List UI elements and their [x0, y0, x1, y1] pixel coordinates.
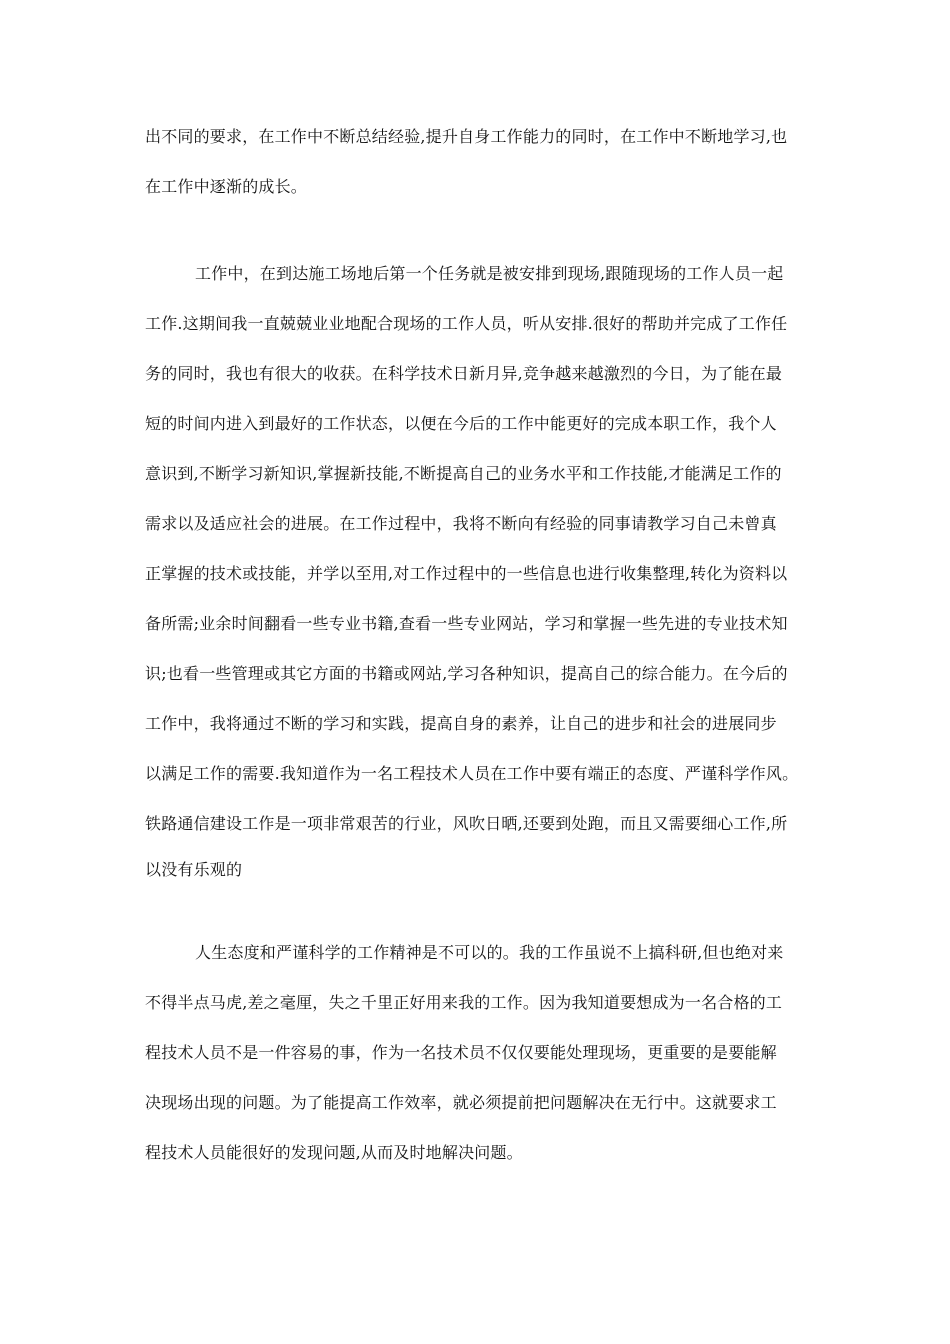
- text-line: 以满足工作的需要.我知道作为一名工程技术人员在工作中要有端正的态度、严谨科学作风。: [145, 764, 799, 783]
- text-line: 出不同的要求，在工作中不断总结经验,提升自身工作能力的同时，在工作中不断地学习,也: [145, 127, 788, 146]
- text-line: 程技术人员不是一件容易的事，作为一名技术员不仅仅要能处理现场，更重要的是要能解: [145, 1043, 777, 1062]
- text-line: 不得半点马虎,差之毫厘，失之千里正好用来我的工作。因为我知道要想成为一名合格的工: [145, 993, 783, 1012]
- text-line: 需求以及适应社会的进展。在工作过程中，我将不断向有经验的同事请教学习自己未曾真: [145, 514, 777, 533]
- text-line: 程技术人员能很好的发现问题,从而及时地解决问题。: [145, 1143, 523, 1162]
- text-line: 工作中，我将通过不断的学习和实践，提高自身的素养，让自己的进步和社会的进展同步: [145, 714, 777, 733]
- text-line: 短的时间内进入到最好的工作状态，以便在今后的工作中能更好的完成本职工作，我个人: [145, 414, 777, 433]
- text-line: 在工作中逐渐的成长。: [145, 177, 308, 196]
- text-line: 意识到,不断学习新知识,掌握新技能,不断提高自己的业务水平和工作技能,才能满足工作的: [145, 464, 782, 483]
- text-line: 人生态度和严谨科学的工作精神是不可以的。我的工作虽说不上搞科研,但也绝对来: [195, 943, 784, 962]
- text-line: 以没有乐观的: [145, 860, 243, 879]
- text-line: 决现场出现的问题。为了能提高工作效率，就必须提前把问题解决在无行中。这就要求工: [145, 1093, 777, 1112]
- text-line: 正掌握的技术或技能，并学以至用,对工作过程中的一些信息也进行收集整理,转化为资料以: [145, 564, 788, 583]
- text-line: 工作.这期间我一直兢兢业业地配合现场的工作人员，听从安排.很好的帮助并完成了工作任: [145, 314, 788, 333]
- text-line: 备所需;业余时间翻看一些专业书籍,查看一些专业网站，学习和掌握一些先进的专业技术知: [145, 614, 788, 633]
- text-line: 工作中，在到达施工场地后第一个任务就是被安排到现场,跟随现场的工作人员一起: [195, 264, 784, 283]
- text-line: 铁路通信建设工作是一项非常艰苦的行业，风吹日晒,还要到处跑，而且又需要细心工作,所: [145, 814, 788, 833]
- text-line: 务的同时，我也有很大的收获。在科学技术日新月异,竞争越来越激烈的今日，为了能在最: [145, 364, 783, 383]
- text-line: 识;也看一些管理或其它方面的书籍或网站,学习各种知识，提高自己的综合能力。在今后的: [145, 664, 788, 683]
